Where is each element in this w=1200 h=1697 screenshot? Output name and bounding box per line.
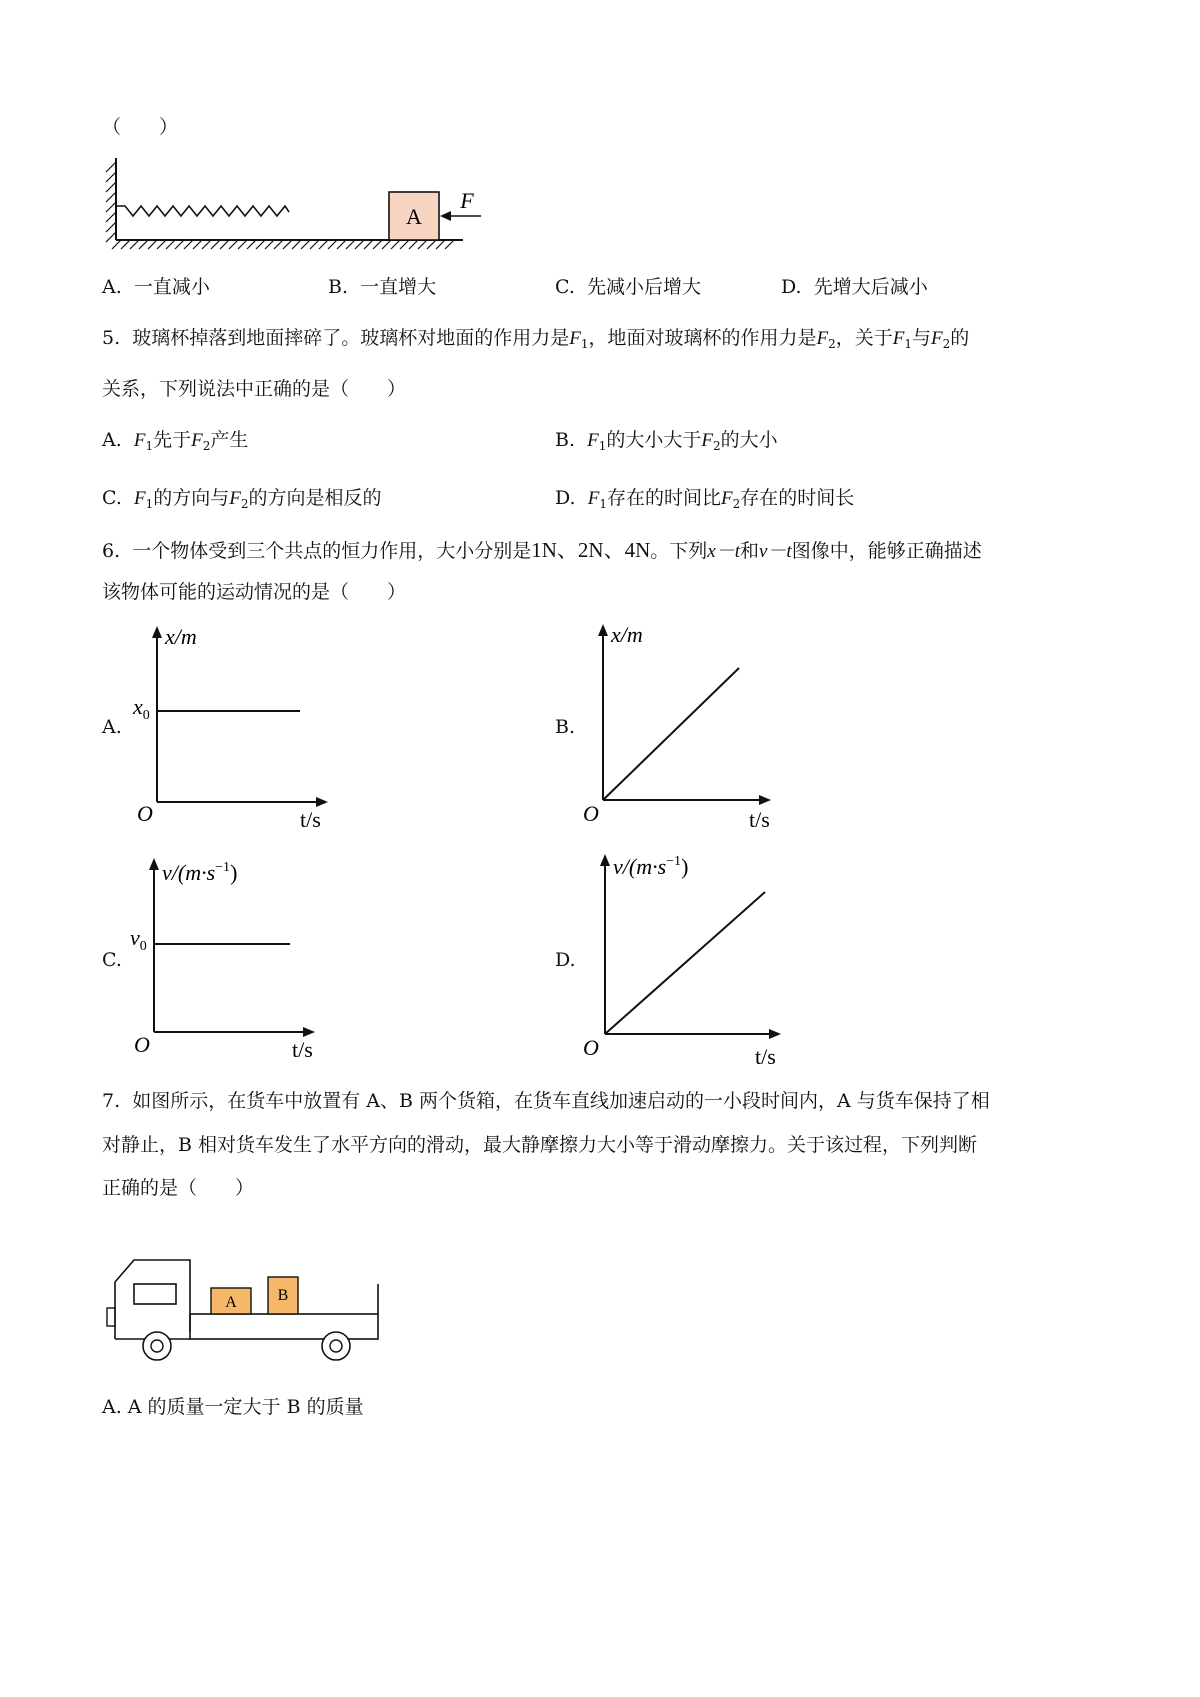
q4-answer-paren: （ ） bbox=[102, 116, 179, 138]
y-axis-arrow bbox=[149, 858, 159, 870]
y-axis-label: $v/(m\cdot s^{-1})$ bbox=[613, 854, 689, 879]
q7-stem-line3: 正确的是（ ） bbox=[102, 1177, 255, 1199]
q7-stem-line1: 7. 如图所示，在货车中放置有 A、B 两个货箱，在货车直线加速启动的一小段时间内，A 与货车保持了相 bbox=[102, 1090, 990, 1112]
level-label: $x_0$ bbox=[133, 694, 150, 723]
wall-hatch bbox=[106, 162, 116, 242]
q6-graph-c[interactable] bbox=[122, 850, 352, 1065]
q6-option-b-key[interactable]: B. bbox=[555, 716, 576, 738]
y-axis-arrow bbox=[152, 626, 162, 638]
q6-stem-line1: 6. 一个物体受到三个共点的恒力作用，大小分别是1N、2N、4N。下列x－t和v－t图像中，能够正确描述 bbox=[102, 538, 982, 562]
y-axis-arrow bbox=[600, 854, 610, 866]
x-axis-arrow bbox=[759, 795, 771, 805]
x-axis-arrow bbox=[316, 797, 328, 807]
x-axis-label: t/s bbox=[300, 807, 321, 832]
y-axis-label: x/m bbox=[165, 624, 197, 649]
q5-option-c[interactable]: C. $F_1$的方向与$F_2$的方向是相反的 bbox=[102, 487, 382, 511]
truck-bumper bbox=[107, 1308, 115, 1326]
q4-option-d[interactable]: D. 先增大后减小 bbox=[781, 276, 928, 298]
origin-label: O bbox=[137, 801, 153, 826]
crate-a-label: A bbox=[225, 1294, 237, 1311]
truck-window bbox=[134, 1284, 176, 1304]
graph-line bbox=[603, 668, 739, 800]
spring bbox=[116, 206, 289, 216]
q5-option-d[interactable]: D. $F_1$存在的时间比$F_2$存在的时间长 bbox=[555, 487, 855, 511]
level-label: $v_0$ bbox=[130, 925, 147, 954]
x-axis-arrow bbox=[303, 1027, 315, 1037]
q5-stem-line1: 5. 玻璃杯掉落到地面摔碎了。玻璃杯对地面的作用力是$F_1$，地面对玻璃杯的作用力是$F_2$，关于$F_1$与$F_2$的 bbox=[102, 327, 970, 351]
rear-wheel bbox=[322, 1332, 350, 1360]
y-axis-label: $v/(m\cdot s^{-1})$ bbox=[162, 860, 238, 885]
q6-option-c-key[interactable]: C. bbox=[102, 949, 122, 971]
q4-option-a[interactable]: A. 一直减小 bbox=[102, 276, 210, 298]
floor-hatch bbox=[112, 240, 454, 249]
x-axis-label: t/s bbox=[749, 807, 770, 832]
q4-spring-figure bbox=[95, 150, 495, 255]
truck-bed bbox=[190, 1314, 378, 1339]
q6-option-d-key[interactable]: D. bbox=[555, 949, 576, 971]
x-axis-label: t/s bbox=[292, 1037, 313, 1062]
q5-option-a[interactable]: A. $F_1$先于$F_2$产生 bbox=[102, 429, 249, 453]
q5-stem-line2: 关系，下列说法中正确的是（ ） bbox=[102, 378, 407, 400]
force-label: F bbox=[460, 188, 474, 213]
q5-option-b[interactable]: B. $F_1$的大小大于$F_2$的大小 bbox=[555, 429, 778, 453]
q6-graph-a[interactable] bbox=[125, 620, 345, 835]
origin-label: O bbox=[583, 1035, 599, 1060]
origin-label: O bbox=[583, 801, 599, 826]
origin-label: O bbox=[134, 1032, 150, 1057]
q4-option-c[interactable]: C. 先减小后增大 bbox=[555, 276, 702, 298]
y-axis-arrow bbox=[598, 624, 608, 636]
q6-stem-line2: 该物体可能的运动情况的是（ ） bbox=[102, 581, 407, 603]
q7-truck-figure bbox=[100, 1250, 390, 1365]
q7-option-a[interactable]: A. A 的质量一定大于 B 的质量 bbox=[102, 1396, 364, 1418]
block-a-label: A bbox=[406, 204, 422, 229]
x-axis-label: t/s bbox=[755, 1044, 776, 1069]
force-arrow-head bbox=[440, 211, 451, 221]
q6-graph-d[interactable] bbox=[575, 848, 810, 1073]
y-axis-label: x/m bbox=[611, 622, 643, 647]
q4-option-b[interactable]: B. 一直增大 bbox=[328, 276, 437, 298]
q7-stem-line2: 对静止，B 相对货车发生了水平方向的滑动，最大静摩擦力大小等于滑动摩擦力。关于该过程，下列判断 bbox=[102, 1134, 978, 1156]
crate-b-label: B bbox=[277, 1287, 289, 1304]
q6-graph-b[interactable] bbox=[575, 618, 795, 835]
truck-cab bbox=[115, 1260, 190, 1332]
graph-line bbox=[605, 892, 765, 1034]
x-axis-arrow bbox=[769, 1029, 781, 1039]
front-wheel bbox=[143, 1332, 171, 1360]
q6-option-a-key[interactable]: A. bbox=[102, 716, 122, 738]
